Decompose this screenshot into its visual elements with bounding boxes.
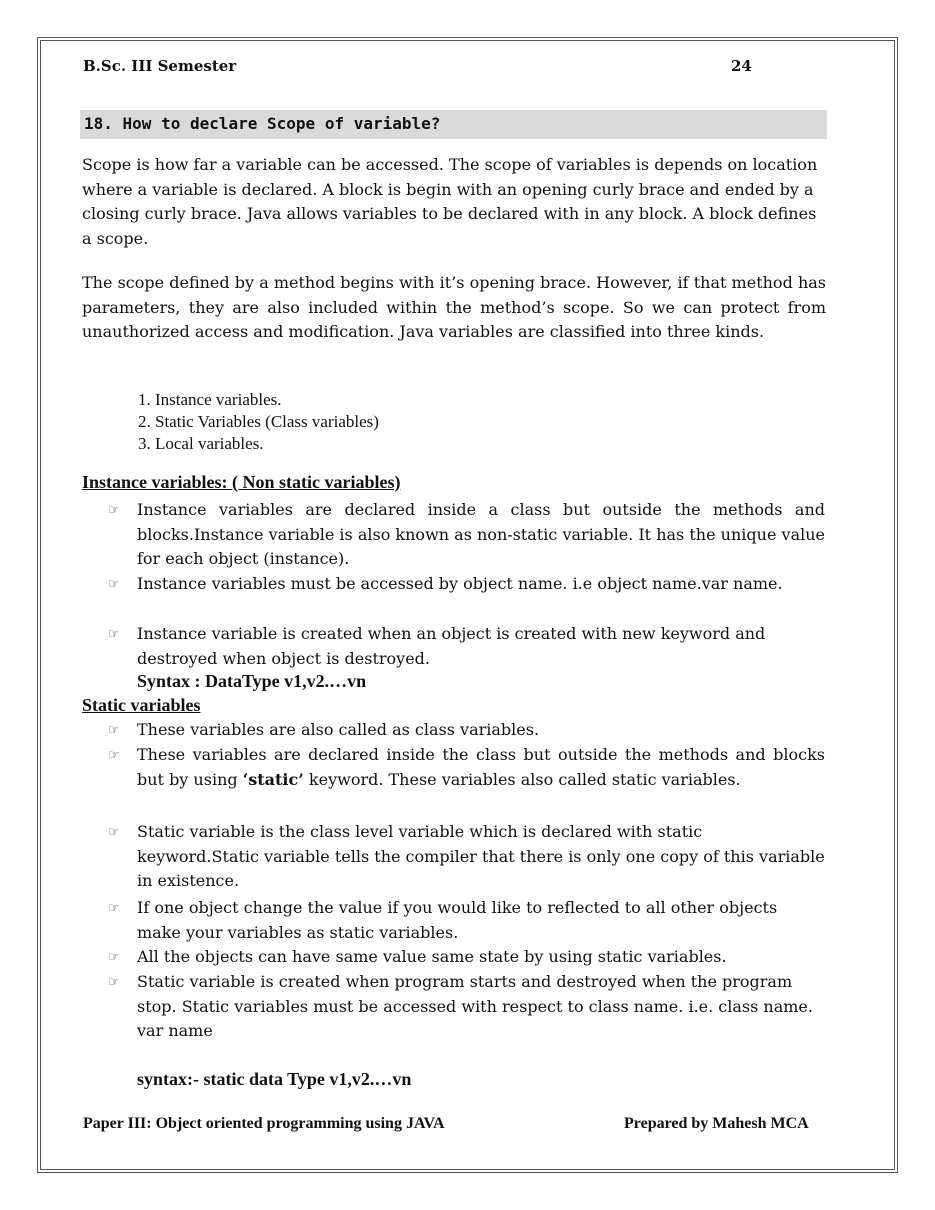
static-bullet-text: keyword. These variables also called static variables. [303, 769, 741, 789]
static-bullet-text: These variables are declared inside the class but outside the methods and blocks but by using [137, 745, 825, 789]
instance-bullet: Instance variables must be accessed by object name. i.e object name.var name. [137, 574, 783, 593]
static-variables-heading: Static variables [82, 695, 201, 715]
list-item: 1. Instance variables. [138, 390, 282, 409]
pointing-hand-icon: ☞ [108, 503, 120, 518]
pointing-hand-icon: ☞ [108, 975, 120, 990]
static-syntax: syntax:- static data Type v1,v2.…vn [137, 1069, 412, 1089]
pointing-hand-icon: ☞ [108, 627, 120, 642]
paragraph-method-scope: The scope defined by a method begins with it’s opening brace. However, if that method has parameters, they are also included within the method’s scope. So we can protect from unauthorized access and modification. Java variables are classified into three kinds. [82, 273, 826, 342]
variable-kinds-list [138, 389, 379, 455]
static-bullet: Static variable is the class level variable which is declared with static keyword.Static variable tells the compiler that there is only one copy of this variable in existence. [137, 822, 825, 891]
question-banner [80, 110, 827, 139]
pointing-hand-icon: ☞ [108, 723, 120, 738]
pointing-hand-icon: ☞ [108, 577, 120, 592]
instance-variables-heading: Instance variables: ( Non static variables) [82, 472, 401, 492]
static-bullet [137, 743, 825, 792]
static-keyword: ‘static’ [242, 769, 304, 789]
pointing-hand-icon: ☞ [108, 950, 120, 965]
static-bullet: Static variable is created when program starts and destroyed when the program stop. Static variables must be accessed with respect to class name. i.e. class name. var name [137, 972, 813, 1041]
pointing-hand-icon: ☞ [108, 748, 120, 763]
list-item: 3. Local variables. [138, 434, 264, 453]
instance-syntax: Syntax : DataType v1,v2.…vn [137, 671, 367, 691]
instance-bullet: Instance variable is created when an object is created with new keyword and destroyed when object is destroyed. [137, 624, 766, 668]
instance-bullet: Instance variables are declared inside a class but outside the methods and blocks.Instance variable is also known as non-static variable. It has the unique value for each object (instance). [137, 500, 825, 569]
static-bullet: If one object change the value if you would like to reflected to all other objects make your variables as static variables. [137, 898, 778, 942]
static-bullet: These variables are also called as class variables. [137, 720, 540, 739]
page-number: 24 [731, 57, 752, 75]
pointing-hand-icon: ☞ [108, 901, 120, 916]
static-bullet: All the objects can have same value same state by using static variables. [137, 947, 727, 966]
pointing-hand-icon: ☞ [108, 825, 120, 840]
header-course: B.Sc. III Semester [83, 57, 237, 75]
paragraph-scope-intro: Scope is how far a variable can be accessed. The scope of variables is depends on location where a variable is declared. A block is begin with an opening curly brace and ended by a closing curly brace. Java allows variables to be declared with in any block. A block defines a scope. [82, 155, 818, 248]
question-title: 18. How to declare Scope of variable? [84, 114, 441, 133]
footer-author: Prepared by Mahesh MCA [624, 1115, 809, 1132]
footer-paper-title: Paper III: Object oriented programming using JAVA [83, 1115, 445, 1132]
list-item: 2. Static Variables (Class variables) [138, 412, 379, 431]
